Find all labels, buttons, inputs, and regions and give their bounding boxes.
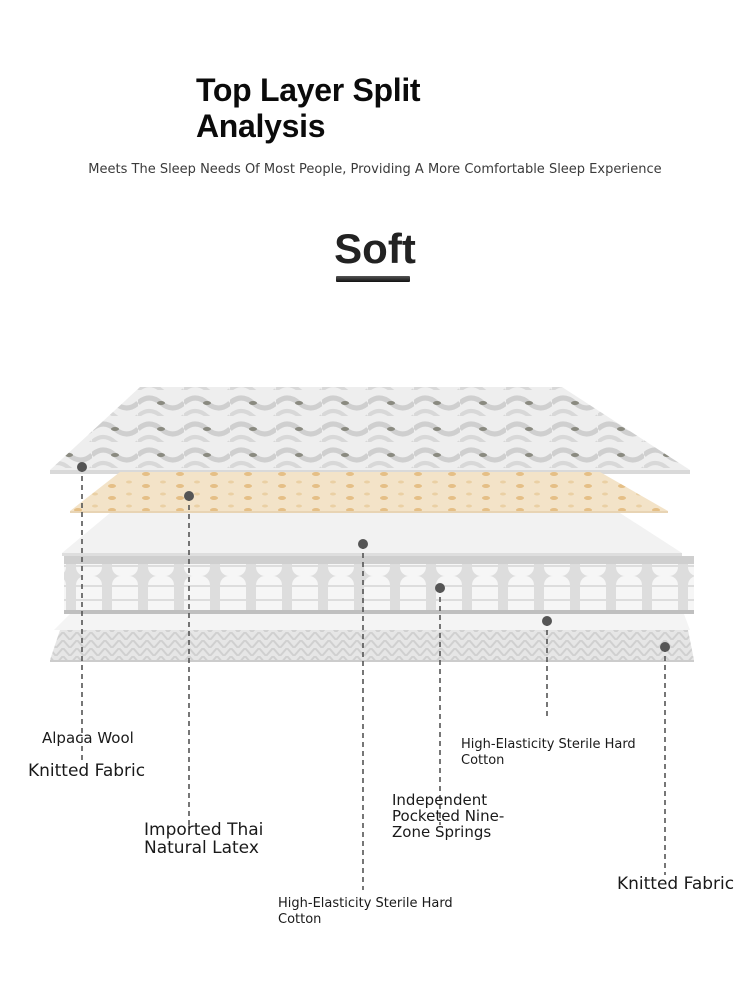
marker-cotton-top bbox=[358, 539, 368, 549]
marker-cotton-bottom bbox=[542, 616, 552, 626]
label-cotton-bottom: High-Elasticity Sterile Hard Cotton bbox=[461, 737, 636, 768]
page-subtitle: Meets The Sleep Needs Of Most People, Providing A More Comfortable Sleep Experience bbox=[88, 162, 662, 177]
firmness-heading: Soft bbox=[334, 225, 416, 272]
page-title: Top Layer Split Analysis bbox=[196, 72, 421, 144]
marker-latex bbox=[184, 491, 194, 501]
layer-springs bbox=[64, 556, 694, 614]
layer-latex bbox=[70, 472, 668, 513]
layer-cotton-bottom bbox=[54, 614, 690, 630]
layer-alpaca-wool bbox=[50, 387, 690, 474]
layer-cotton-top bbox=[62, 513, 682, 556]
marker-knitted bbox=[660, 642, 670, 652]
label-knitted-fabric-top: Knitted Fabric bbox=[28, 761, 146, 781]
marker-wool bbox=[77, 462, 87, 472]
label-alpaca-wool: Alpaca Wool bbox=[42, 729, 134, 747]
label-springs: Independent Pocketed Nine-Zone Springs bbox=[392, 791, 505, 841]
firmness-underline bbox=[336, 276, 410, 282]
label-knitted-fabric-bottom: Knitted Fabric bbox=[617, 874, 735, 894]
layer-knitted-bottom bbox=[50, 630, 694, 662]
label-thai-latex: Imported Thai Natural Latex bbox=[144, 820, 264, 858]
marker-springs bbox=[435, 583, 445, 593]
mattress-layers-diagram bbox=[0, 370, 750, 930]
label-cotton-top: High-Elasticity Sterile Hard Cotton bbox=[278, 896, 453, 927]
